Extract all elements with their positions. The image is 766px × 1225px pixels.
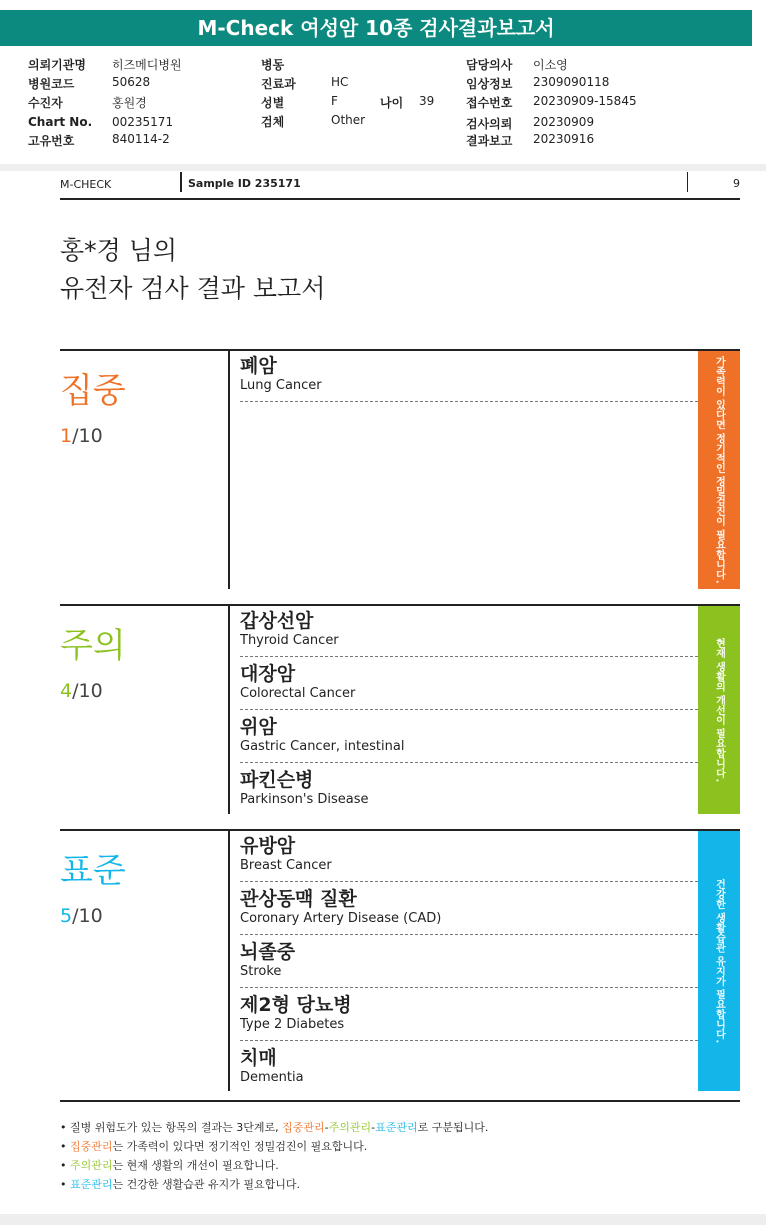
footnote-3	[60, 1156, 488, 1175]
item-name-ko: 뇌졸중	[240, 941, 296, 963]
group-count	[60, 425, 103, 447]
caution-term: 주의관리	[70, 1159, 113, 1172]
list-item	[240, 990, 698, 1041]
page-number: 9	[687, 172, 740, 192]
footnote-text: 는 현재 생활의 개선이 필요합니다.	[112, 1159, 279, 1172]
group-items	[240, 351, 698, 404]
list-item	[240, 1043, 698, 1093]
list-item	[240, 659, 698, 710]
item-name-en: Stroke	[240, 964, 282, 979]
group-bar	[698, 831, 740, 1091]
patient-label: 수진자	[28, 96, 63, 110]
footer-divider	[60, 1100, 740, 1102]
specimen-value: Other	[331, 113, 366, 127]
request-value: 20230909	[533, 115, 595, 129]
group-bar	[698, 606, 740, 814]
item-name-ko: 유방암	[240, 835, 296, 857]
report-title-bar	[0, 10, 752, 46]
item-name-ko: 위암	[240, 716, 277, 738]
group-bar	[698, 351, 740, 589]
caution-term: 주의관리	[328, 1121, 372, 1134]
list-item	[240, 765, 698, 815]
footnote-text: -	[371, 1121, 376, 1134]
report-info	[28, 56, 748, 156]
chart-value: 00235171	[112, 115, 174, 129]
list-item	[240, 884, 698, 935]
group-name: 주의	[60, 626, 126, 666]
footnote-text: 는 건강한 생활습관 유지가 필요합니다.	[112, 1178, 301, 1191]
group-divider	[228, 606, 230, 814]
group-divider	[228, 351, 230, 589]
request-label: 검사의뢰	[466, 117, 513, 131]
group-caution	[60, 604, 740, 814]
item-name-ko: 갑상선암	[240, 610, 314, 632]
dept-value: HC	[331, 75, 349, 89]
item-name-en: Parkinson's Disease	[240, 792, 369, 807]
specimen-label: 검체	[261, 115, 285, 129]
chart-label: Chart No.	[28, 115, 93, 129]
page-header	[60, 170, 740, 200]
group-bar-text: 가족력이 있다면 정기적인 정밀검진이 필요합니다.	[713, 356, 725, 584]
group-standard	[60, 829, 740, 1091]
item-name-en: Type 2 Diabetes	[240, 1017, 345, 1032]
group-count-num: 5	[60, 905, 73, 927]
dept-label: 진료과	[261, 77, 296, 91]
group-name: 집중	[60, 371, 126, 411]
list-item	[240, 937, 698, 988]
group-focus	[60, 349, 740, 589]
group-name: 표준	[60, 851, 126, 891]
item-name-en: Dementia	[240, 1070, 304, 1085]
ward-label: 병동	[261, 58, 285, 72]
item-name-en: Coronary Artery Disease (CAD)	[240, 911, 442, 926]
item-name-ko: 파킨슨병	[240, 769, 314, 791]
report-date-label: 결과보고	[466, 134, 513, 148]
item-name-ko: 폐암	[240, 355, 277, 377]
focus-term: 집중관리	[282, 1121, 325, 1134]
clinical-label: 임상정보	[466, 77, 513, 91]
group-count-total: /10	[72, 680, 103, 702]
hospital-code-value: 50628	[112, 75, 151, 89]
group-count-total: /10	[72, 425, 103, 447]
report-date-value: 20230916	[533, 132, 595, 146]
group-divider	[228, 831, 230, 1091]
group-bar-text: 현재 생활의 개선이 필요합니다.	[713, 637, 725, 783]
sex-value: F	[331, 94, 338, 108]
age-label: 나이	[380, 96, 404, 110]
item-name-ko: 제2형 당뇨병	[240, 994, 352, 1016]
focus-term: 집중관리	[70, 1140, 113, 1153]
footnotes	[60, 1118, 488, 1194]
footnote-1	[60, 1118, 488, 1137]
group-items	[240, 831, 698, 1095]
unique-label: 고유번호	[28, 134, 75, 148]
footnote-text: 는 가족력이 있다면 정기적인 정밀검진이 필요합니다.	[112, 1140, 368, 1153]
group-count	[60, 905, 103, 927]
doctor-label: 담당의사	[466, 58, 513, 72]
unique-value: 840114-2	[112, 132, 170, 146]
doctor-value: 이소영	[533, 58, 568, 72]
footnote-4	[60, 1175, 488, 1194]
item-name-en: Colorectal Cancer	[240, 686, 356, 701]
group-count	[60, 680, 103, 702]
report-title: M-Check 여성암 10종 검사결과보고서	[197, 16, 555, 40]
page-title	[60, 232, 325, 308]
footnote-2	[60, 1137, 488, 1156]
footnote-text: 로 구분됩니다.	[417, 1121, 489, 1134]
list-item	[240, 606, 698, 657]
title-line-2: 유전자 검사 결과 보고서	[60, 274, 326, 303]
item-name-en: Gastric Cancer, intestinal	[240, 739, 405, 754]
hospital-label: 의뢰기관명	[28, 58, 86, 72]
list-item	[240, 351, 698, 402]
item-name-en: Breast Cancer	[240, 858, 332, 873]
group-items	[240, 606, 698, 817]
group-count-total: /10	[72, 905, 103, 927]
item-name-en: Thyroid Cancer	[240, 633, 339, 648]
receipt-value: 20230909-15845	[533, 94, 637, 108]
item-name-ko: 대장암	[240, 663, 296, 685]
footnote-text: -	[324, 1121, 329, 1134]
group-count-num: 1	[60, 425, 73, 447]
list-item	[240, 712, 698, 763]
age-value: 39	[419, 94, 435, 108]
bottom-band	[0, 1214, 766, 1225]
sample-id: Sample ID 235171	[180, 172, 301, 192]
title-line-1: 홍*경 님의	[60, 236, 178, 265]
group-count-num: 4	[60, 680, 73, 702]
patient-value: 홍원경	[112, 96, 147, 110]
list-item	[240, 831, 698, 882]
footnote-text: 질병 위험도가 있는 항목의 결과는 3단계로,	[70, 1121, 283, 1134]
item-name-ko: 치매	[240, 1047, 277, 1069]
sex-label: 성별	[261, 96, 285, 110]
standard-term: 표준관리	[375, 1121, 418, 1134]
standard-term: 표준관리	[70, 1178, 113, 1191]
item-name-ko: 관상동맥 질환	[240, 888, 357, 910]
item-name-en: Lung Cancer	[240, 378, 322, 393]
receipt-label: 접수번호	[466, 96, 513, 110]
hospital-code-label: 병원코드	[28, 77, 75, 91]
clinical-value: 2309090118	[533, 75, 610, 89]
hospital-value: 히즈메디병원	[112, 58, 182, 72]
brand-label: M-CHECK	[60, 178, 112, 191]
group-bar-text: 건강한 생활습관 유지가 필요합니다.	[713, 878, 725, 1044]
